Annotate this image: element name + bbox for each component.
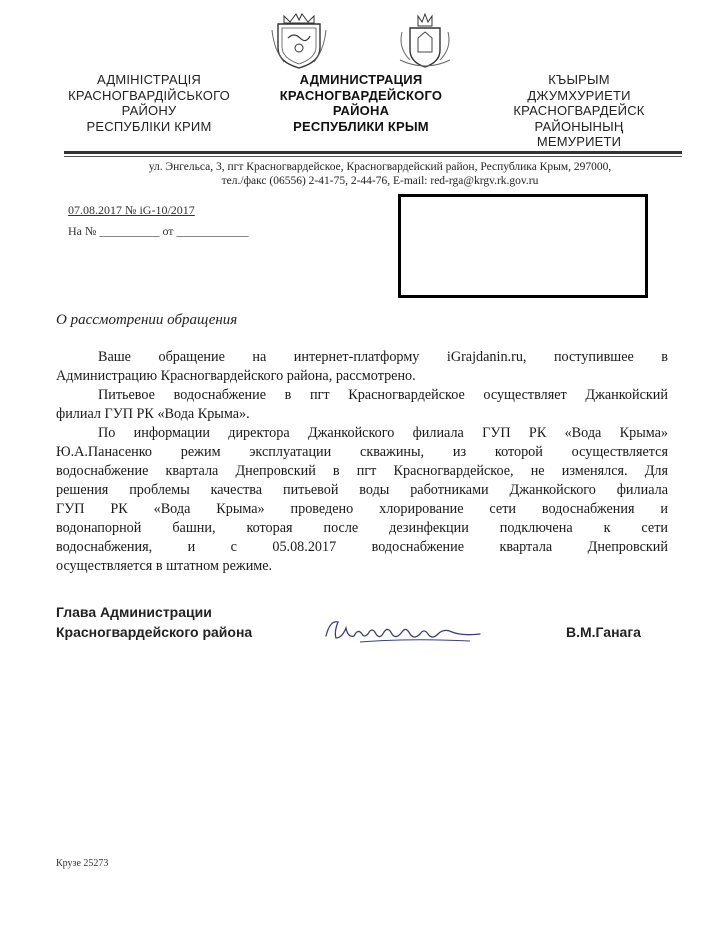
body-line: ГУП РК «Вода Крыма» проведено хлорирование сети водоснабжения и [56, 501, 668, 517]
header-left-line: АДМІНІСТРАЦІЯ [97, 72, 201, 87]
signatory-title-line1: Глава Администрации [56, 604, 212, 620]
header-left-line: КРАСНОГВАРДІЙСЬКОГО [68, 87, 230, 103]
incoming-reference: На № __________ от ____________ [68, 224, 249, 238]
header-right-line: КРАСНОГВАРДЕЙСК [513, 103, 645, 118]
crimea-coat-of-arms-icon [270, 10, 328, 70]
header-right-line: МЕМУРИЕТИ [536, 134, 622, 149]
header-center-line: РАЙОНА [332, 103, 390, 118]
header-divider-thin [64, 156, 682, 157]
body-line: решения проблемы качества питьевой воды работниками Джанкойского филиала [56, 482, 668, 498]
body-line: водоснабжение квартала Днепровский в пгт Красногвардейское, не изменялся. Для [56, 463, 668, 479]
executor-note: Крузе 25273 [56, 858, 109, 869]
header-right-line: РАЙОНЫНЫҢ [534, 118, 624, 134]
header-right-line: ДЖУМХУРИЕТИ [527, 87, 631, 103]
address-line: ул. Энгельса, 3, пгт Красногвардейское, Красногвардейский район, Республика Крым, 297000, [148, 161, 612, 173]
header-center-russian [266, 72, 456, 134]
body-line: Ю.А.Панасенко режим эксплуатации скважины, из которой осуществляется [56, 444, 668, 460]
body-line: Питьевое водоснабжение в пгт Красногвардейское осуществляет Джанкойский [98, 387, 668, 403]
signatory-name: В.М.Ганага [566, 624, 641, 640]
body-line: водоснабжения, и с 05.08.2017 водоснабжение квартала Днепровский [56, 539, 668, 555]
body-line: осуществляется в штатном режиме. [56, 558, 273, 574]
signatory-title-line2: Красногвардейского района [56, 624, 253, 640]
redacted-addressee-box [398, 194, 648, 298]
header-divider-thick [64, 151, 682, 154]
header-left-line: РЕСПУБЛІКИ КРИМ [86, 118, 212, 134]
outgoing-reference [68, 203, 195, 218]
header-right-line: КЪЫРЫМ [548, 72, 610, 87]
letter-subject: О рассмотрении обращения [56, 312, 238, 328]
body-line: Ваше обращение на интернет-платформу iGrajdanin.ru, поступившее в [98, 349, 668, 365]
header-left-ukrainian [66, 72, 232, 134]
header-right-crimean-tatar [484, 72, 674, 150]
header-center-line: АДМИНИСТРАЦИЯ [299, 72, 423, 87]
body-line: филиал ГУП РК «Вода Крыма». [56, 406, 250, 422]
header-left-line: РАЙОНУ [121, 103, 177, 118]
body-line: Администрацию Красногвардейского района, рассмотрено. [56, 368, 416, 384]
outgoing-reference-text: 07.08.2017 № iG-10/2017 [68, 203, 195, 217]
district-coat-of-arms-icon [396, 10, 454, 70]
body-line: По информации директора Джанкойского филиала ГУП РК «Вода Крыма» [98, 425, 668, 441]
header-center-line: КРАСНОГВАРДЕЙСКОГО [279, 87, 443, 103]
handwritten-signature [320, 612, 490, 646]
header-center-line: РЕСПУБЛИКИ КРЫМ [293, 118, 429, 134]
contacts-line: тел./факс (06556) 2-41-75, 2-44-76, E-mail: red-rga@krgv.rk.gov.ru [221, 175, 539, 187]
body-line: водонапорной башни, которая после дезинфекции подключена к сети [56, 520, 668, 536]
